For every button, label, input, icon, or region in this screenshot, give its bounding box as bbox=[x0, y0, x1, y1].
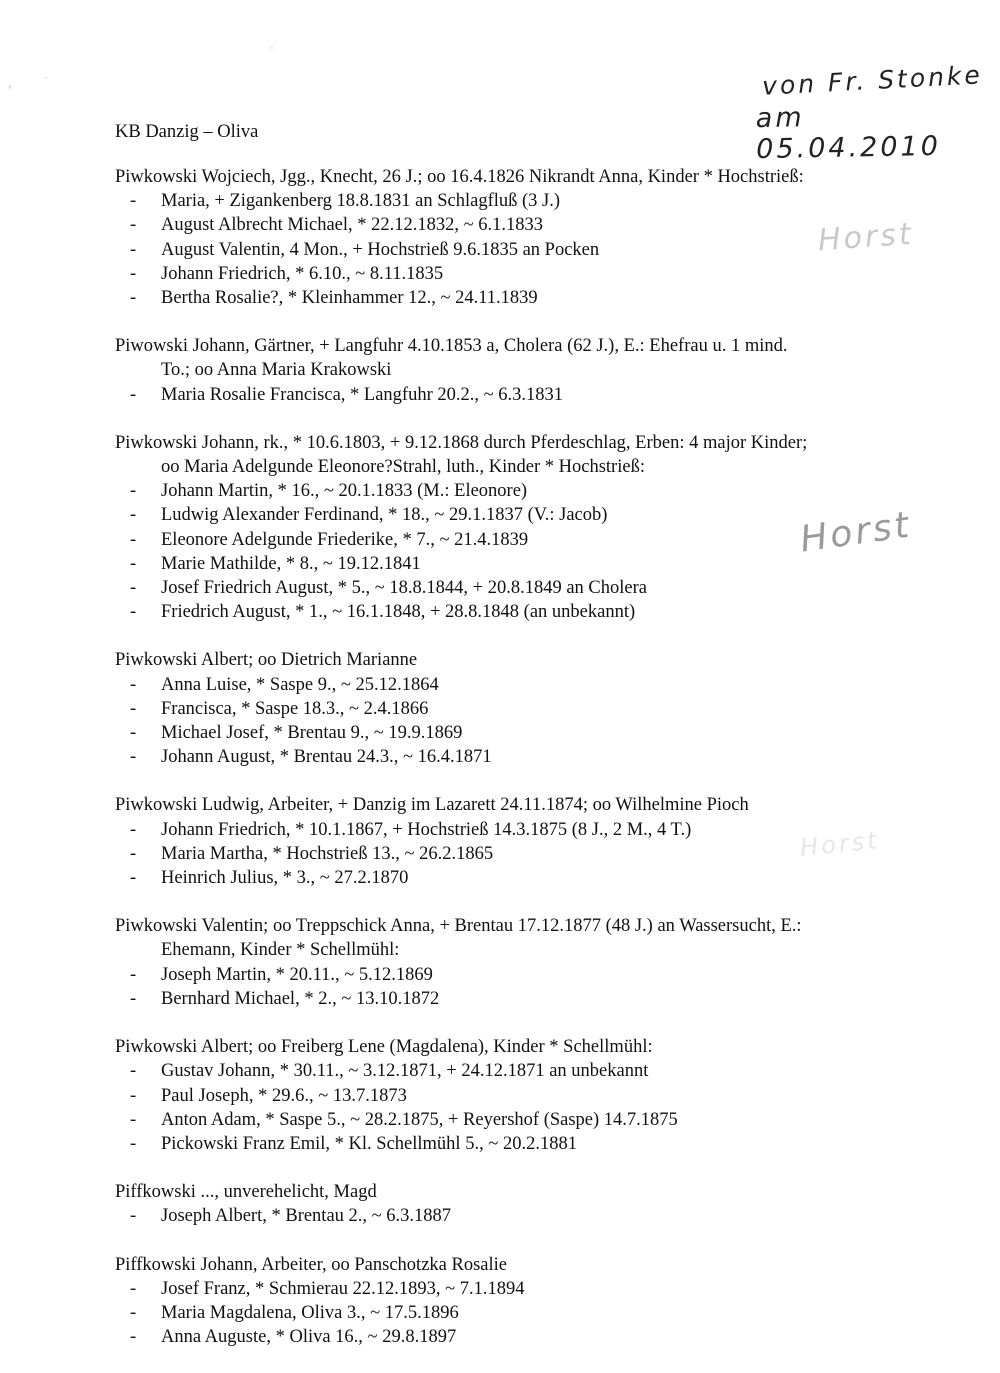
scan-speck: , bbox=[8, 74, 12, 90]
child-record-text: Anna Auguste, * Oliva 16., ~ 29.8.1897 bbox=[161, 1327, 457, 1348]
list-bullet: - bbox=[130, 191, 137, 212]
child-record-text: Bernhard Michael, * 2., ~ 13.10.1872 bbox=[161, 988, 440, 1009]
margin-annotation-horst: Horst bbox=[816, 216, 915, 259]
child-record-text: August Albrecht Michael, * 22.12.1832, ~ 6.1.1833 bbox=[161, 215, 544, 236]
list-bullet: - bbox=[130, 964, 137, 985]
child-record bbox=[115, 1204, 975, 1228]
list-bullet: - bbox=[130, 602, 137, 623]
child-record bbox=[115, 189, 975, 213]
child-record bbox=[115, 1325, 975, 1349]
child-record-text: Eleonore Adelgunde Friederike, * 7., ~ 21.4.1839 bbox=[161, 529, 529, 550]
child-record bbox=[115, 238, 975, 262]
family-entry bbox=[115, 914, 975, 1011]
child-record bbox=[115, 673, 975, 697]
list-bullet: - bbox=[130, 1133, 137, 1154]
child-record bbox=[115, 479, 975, 503]
child-record bbox=[115, 503, 975, 527]
child-record-text: Anton Adam, * Saspe 5., ~ 28.2.1875, + Reyershof (Saspe) 14.7.1875 bbox=[161, 1109, 678, 1130]
child-record bbox=[115, 697, 975, 721]
child-record bbox=[115, 1108, 975, 1132]
entry-heading-continuation: oo Maria Adelgunde Eleonore?Strahl, luth., Kinder * Hochstrieß: bbox=[161, 457, 645, 478]
list-bullet: - bbox=[130, 1302, 137, 1323]
margin-annotation-horst: Horst bbox=[797, 504, 915, 561]
list-bullet: - bbox=[130, 1109, 137, 1130]
list-bullet: - bbox=[130, 1278, 137, 1299]
child-record-text: Francisca, * Saspe 18.3., ~ 2.4.1866 bbox=[161, 698, 429, 719]
child-record-text: Maria Martha, * Hochstrieß 13., ~ 26.2.1865 bbox=[161, 843, 494, 864]
child-record bbox=[115, 842, 975, 866]
list-bullet: - bbox=[130, 1206, 137, 1227]
child-record-text: Maria Rosalie Francisca, * Langfuhr 20.2., ~ 6.3.1831 bbox=[161, 384, 564, 405]
child-record-text: Josef Friedrich August, * 5., ~ 18.8.1844, + 20.8.1849 an Cholera bbox=[161, 578, 647, 599]
family-entry bbox=[115, 334, 975, 407]
child-record-text: August Valentin, 4 Mon., + Hochstrieß 9.6.1835 an Pocken bbox=[161, 239, 600, 260]
child-record-text: Johann August, * Brentau 24.3., ~ 16.4.1871 bbox=[161, 747, 492, 768]
child-record bbox=[115, 528, 975, 552]
child-record-text: Johann Friedrich, * 6.10., ~ 8.11.1835 bbox=[161, 263, 444, 284]
child-record-text: Anna Luise, * Saspe 9., ~ 25.12.1864 bbox=[161, 674, 439, 695]
list-bullet: - bbox=[130, 1327, 137, 1348]
entry-heading: Piwkowski Ludwig, Arbeiter, + Danzig im Lazarett 24.11.1874; oo Wilhelmine Pioch bbox=[115, 795, 749, 816]
entry-heading: Piffkowski ..., unverehelicht, Magd bbox=[115, 1182, 377, 1203]
list-bullet: - bbox=[130, 819, 137, 840]
child-record bbox=[115, 383, 975, 407]
child-record bbox=[115, 552, 975, 576]
list-bullet: - bbox=[130, 263, 137, 284]
family-entries-list bbox=[115, 165, 975, 1373]
list-bullet: - bbox=[130, 1061, 137, 1082]
child-record-text: Johann Friedrich, * 10.1.1867, + Hochstrieß 14.3.1875 (8 J., 2 M., 4 T.) bbox=[161, 819, 692, 840]
entry-heading: Piwkowski Wojciech, Jgg., Knecht, 26 J.; oo 16.4.1826 Nikrandt Anna, Kinder * Hochstrieß: bbox=[115, 167, 804, 187]
child-record-text: Marie Mathilde, * 8., ~ 19.12.1841 bbox=[161, 553, 421, 574]
child-record bbox=[115, 600, 975, 624]
child-record bbox=[115, 1132, 975, 1156]
entry-heading: Piwkowski Albert; oo Dietrich Marianne bbox=[115, 650, 418, 671]
list-bullet: - bbox=[130, 674, 137, 695]
list-bullet: - bbox=[130, 698, 137, 719]
child-record bbox=[115, 866, 975, 890]
child-record bbox=[115, 1301, 975, 1325]
list-bullet: - bbox=[130, 988, 137, 1009]
list-bullet: - bbox=[130, 578, 137, 599]
family-entry bbox=[115, 1180, 975, 1228]
family-entry bbox=[115, 793, 975, 890]
child-record-text: Josef Franz, * Schmierau 22.12.1893, ~ 7.1.1894 bbox=[161, 1278, 525, 1299]
child-record-text: Johann Martin, * 16., ~ 20.1.1833 (M.: Eleonore) bbox=[161, 481, 528, 502]
list-bullet: - bbox=[130, 529, 137, 550]
family-entry bbox=[115, 165, 975, 310]
family-entry bbox=[115, 1035, 975, 1156]
child-record bbox=[115, 745, 975, 769]
child-record bbox=[115, 213, 975, 237]
family-entry bbox=[115, 431, 975, 625]
entry-heading: Piffkowski Johann, Arbeiter, oo Panschotzka Rosalie bbox=[115, 1254, 507, 1275]
list-bullet: - bbox=[130, 505, 137, 526]
list-bullet: - bbox=[130, 868, 137, 889]
child-record bbox=[115, 286, 975, 310]
handwritten-note-line-1: von Fr. Stonke bbox=[761, 60, 984, 101]
scan-speck: · bbox=[44, 70, 48, 84]
child-record bbox=[115, 987, 975, 1011]
child-record-text: Maria Magdalena, Oliva 3., ~ 17.5.1896 bbox=[161, 1302, 459, 1323]
child-record bbox=[115, 262, 975, 286]
child-record bbox=[115, 576, 975, 600]
family-entry bbox=[115, 648, 975, 769]
entry-heading-continuation: Ehemann, Kinder * Schellmühl: bbox=[161, 940, 400, 961]
list-bullet: - bbox=[130, 1085, 137, 1106]
document-title: KB Danzig – Oliva bbox=[115, 122, 259, 142]
child-record-text: Ludwig Alexander Ferdinand, * 18., ~ 29.1.1837 (V.: Jacob) bbox=[161, 505, 608, 526]
child-record bbox=[115, 1277, 975, 1301]
margin-annotation-horst: Horst bbox=[798, 825, 881, 863]
child-record-text: Paul Joseph, * 29.6., ~ 13.7.1873 bbox=[161, 1085, 407, 1106]
child-record-text: Pickowski Franz Emil, * Kl. Schellmühl 5., ~ 20.2.1881 bbox=[161, 1133, 577, 1154]
child-record-text: Heinrich Julius, * 3., ~ 27.2.1870 bbox=[161, 868, 409, 889]
entry-heading: Piwowski Johann, Gärtner, + Langfuhr 4.10.1853 a, Cholera (62 J.), E.: Ehefrau u. 1 mind. bbox=[115, 336, 788, 357]
child-record bbox=[115, 1059, 975, 1083]
child-record bbox=[115, 1084, 975, 1108]
child-record-text: Maria, + Zigankenberg 18.8.1831 an Schlagfluß (3 J.) bbox=[161, 191, 561, 212]
child-record bbox=[115, 721, 975, 745]
child-record-text: Gustav Johann, * 30.11., ~ 3.12.1871, + 24.12.1871 an unbekannt bbox=[161, 1061, 649, 1082]
list-bullet: - bbox=[130, 843, 137, 864]
list-bullet: - bbox=[130, 747, 137, 768]
child-record-text: Friedrich August, * 1., ~ 16.1.1848, + 28.8.1848 (an unbekannt) bbox=[161, 602, 636, 623]
entry-heading: Piwkowski Johann, rk., * 10.6.1803, + 9.12.1868 durch Pferdeschlag, Erben: 4 major Kinder; bbox=[115, 432, 808, 453]
list-bullet: - bbox=[130, 288, 137, 309]
entry-heading: Piwkowski Albert; oo Freiberg Lene (Magdalena), Kinder * Schellmühl: bbox=[115, 1037, 653, 1058]
entry-heading: Piwkowski Valentin; oo Treppschick Anna, + Brentau 17.12.1877 (48 J.) an Wassersucht, E.: bbox=[115, 916, 802, 937]
child-record-text: Bertha Rosalie?, * Kleinhammer 12., ~ 24.11.1839 bbox=[161, 288, 538, 309]
list-bullet: - bbox=[130, 553, 137, 574]
list-bullet: - bbox=[130, 239, 137, 260]
list-bullet: - bbox=[130, 215, 137, 236]
list-bullet: - bbox=[130, 481, 137, 502]
child-record bbox=[115, 818, 975, 842]
list-bullet: - bbox=[130, 384, 137, 405]
handwritten-note-line-2: am 05.04.2010 bbox=[755, 102, 942, 166]
child-record-text: Michael Josef, * Brentau 9., ~ 19.9.1869 bbox=[161, 723, 463, 744]
entry-heading-continuation: To.; oo Anna Maria Krakowski bbox=[161, 360, 392, 381]
family-entry bbox=[115, 1253, 975, 1350]
child-record-text: Joseph Albert, * Brentau 2., ~ 6.3.1887 bbox=[161, 1206, 452, 1227]
child-record-text: Joseph Martin, * 20.11., ~ 5.12.1869 bbox=[161, 964, 433, 985]
list-bullet: - bbox=[130, 723, 137, 744]
scan-speck: · bbox=[270, 40, 274, 54]
child-record bbox=[115, 963, 975, 987]
